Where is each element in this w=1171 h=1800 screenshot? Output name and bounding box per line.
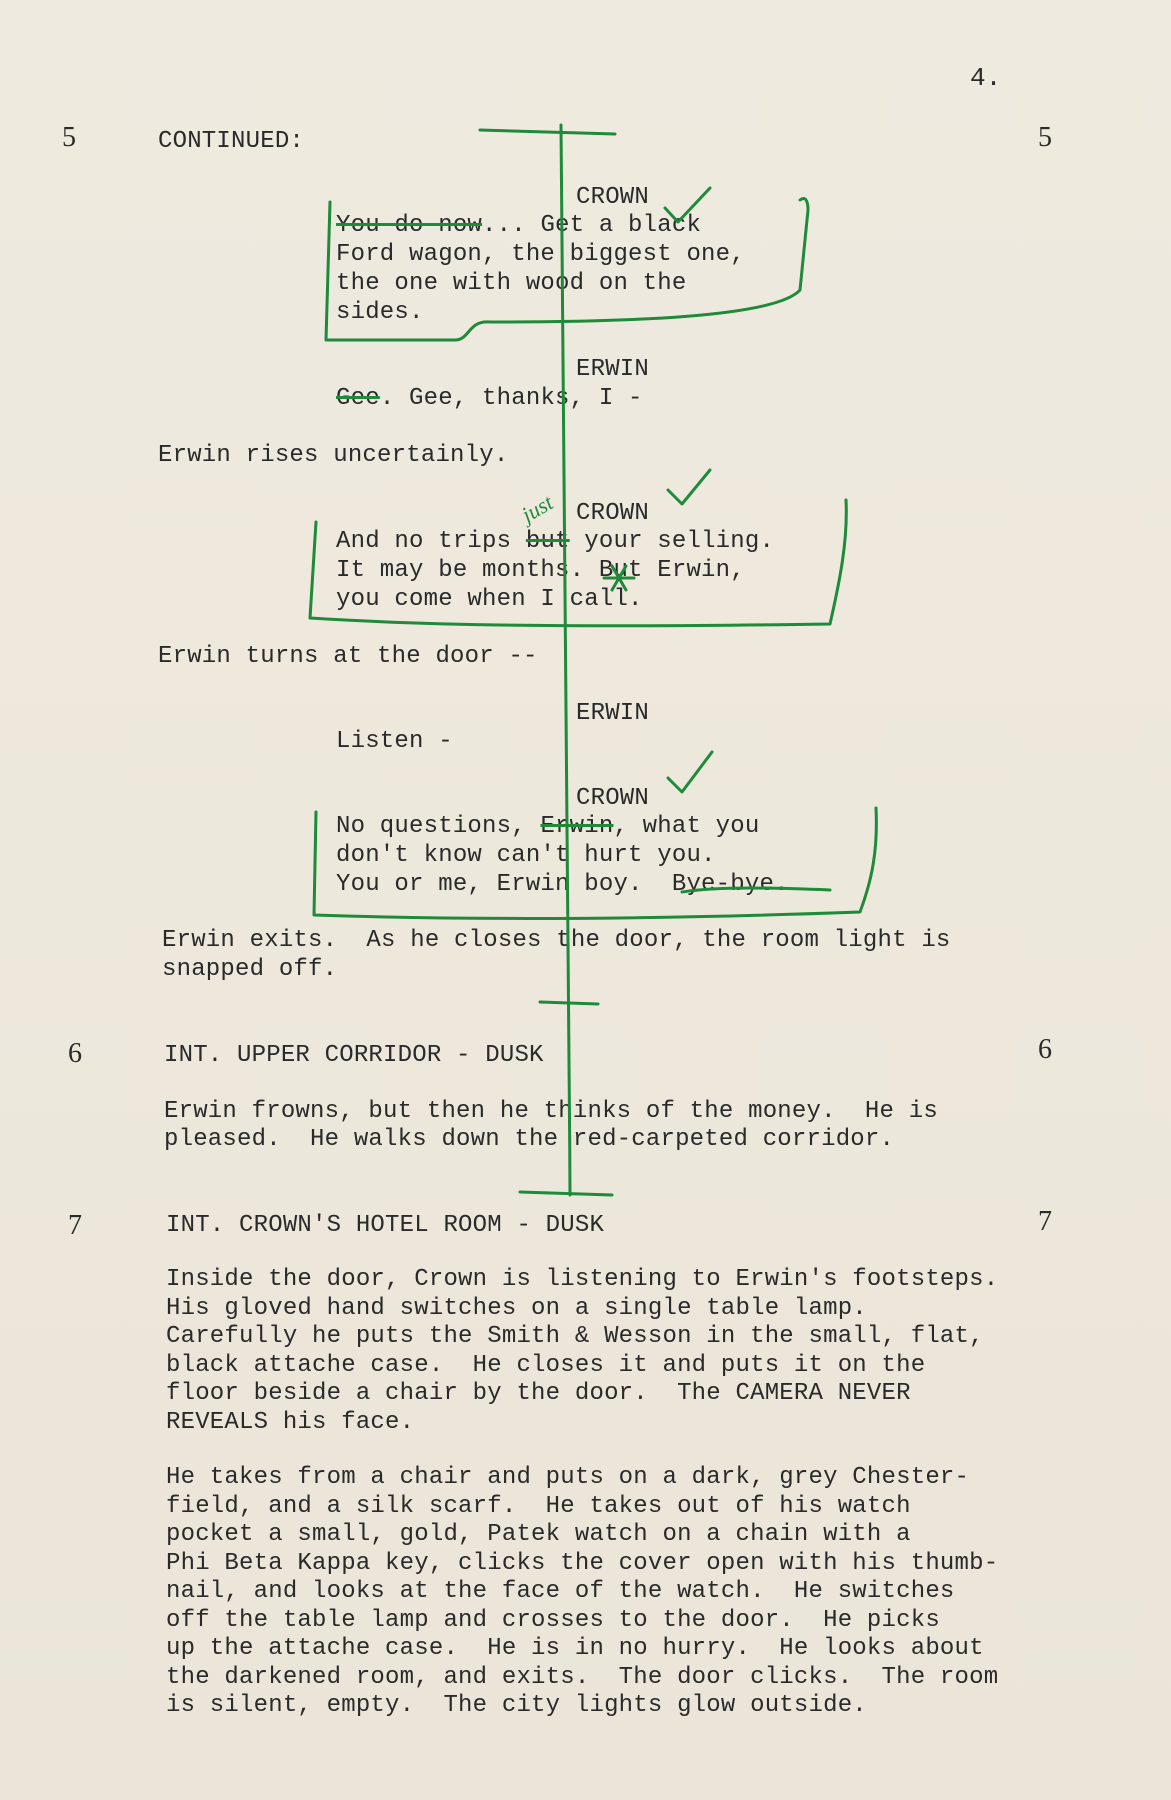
action-line: nail, and looks at the face of the watch. He switches [166,1578,955,1605]
check-crown-3 [668,752,712,792]
action-line: pleased. He walks down the red-carpeted corridor. [164,1126,895,1153]
action-line: Carefully he puts the Smith & Wesson in the small, flat, [166,1323,984,1350]
action-line: REVEALS his face. [166,1408,415,1436]
check-crown-2 [668,470,710,504]
page-number: 4. [970,63,1002,93]
action-line: black attache case. He closes it and puts it on the [166,1351,926,1379]
action-line: Erwin turns at the door -- [158,643,538,670]
character-cue-crown: CROWN [576,500,650,527]
scene-number-left: 7 [68,1210,83,1241]
action-line: He takes from a chair and puts on a dark, grey Chester- [166,1464,970,1491]
struck-text: but [525,528,570,555]
dialogue-text: No questions, [336,813,541,840]
action-line: His gloved hand switches on a single table lamp. [166,1294,867,1322]
dialogue-line: don't know can't hurt you. [336,842,716,869]
scene-heading: INT. UPPER CORRIDOR - DUSK [164,1042,544,1069]
struck-text: You do now [336,212,483,239]
scene-number-right: 6 [1038,1034,1053,1065]
dialogue-line [336,385,643,414]
action-line: Erwin rises uncertainly. [158,442,509,469]
action-line: Inside the door, Crown is listening to Erwin's footsteps. [166,1266,999,1293]
dialogue-text: And no trips [336,528,526,555]
action-line: Erwin exits. As he closes the door, the room light is [162,927,951,954]
dialogue-line [336,212,701,241]
dialogue-text: , what you [613,813,760,840]
struck-text: Erwin [540,813,614,840]
action-line: snapped off. [162,956,338,983]
action-line: off the table lamp and crosses to the door. He picks [166,1606,940,1634]
action-line: the darkened room, and exits. The door clicks. The room [166,1663,999,1691]
character-cue-crown: CROWN [576,184,650,211]
action-line: floor beside a chair by the door. The CAMERA NEVER [166,1380,911,1407]
dialogue-line: You or me, Erwin boy. Bye-bye. [336,871,789,898]
handwritten-insert-just: just [517,489,558,528]
scene-number-left: 6 [68,1038,83,1069]
dialogue-line: the one with wood on the [336,270,687,297]
action-line: field, and a silk scarf. He takes out of his watch [166,1492,911,1520]
scene-number-right: 7 [1038,1206,1053,1237]
dialogue-line: It may be months. But Erwin, [336,557,745,584]
action-paragraph [166,1464,998,1721]
action-line: pocket a small, gold, Patek watch on a chain with a [166,1521,911,1548]
dialogue-text: . Gee, thanks, I - [379,385,643,412]
scene-heading: INT. CROWN'S HOTEL ROOM - DUSK [166,1212,605,1239]
dialogue-line: you come when I call. [336,586,643,613]
action-line: is silent, empty. The city lights glow outside. [166,1692,867,1719]
dialogue-line [336,528,774,557]
mid-pen-crossbar [540,1002,598,1004]
dialogue-line [336,813,759,842]
dialogue-line: sides. [336,299,424,326]
action-line: Phi Beta Kappa key, clicks the cover open with his thumb- [166,1549,999,1577]
character-cue-erwin: ERWIN [576,356,650,383]
struck-text: Gee [336,385,380,412]
action-line: up the attache case. He is in no hurry. He looks about [166,1635,984,1662]
scene-number-left: 5 [62,122,77,153]
scene-number-right: 5 [1038,122,1053,153]
dialogue-text: ... Get a black [482,212,702,239]
action-line: Erwin frowns, but then he thinks of the money. He is [164,1098,938,1125]
character-cue-crown: CROWN [576,785,650,812]
top-pen-crossbar [480,130,615,134]
character-cue-erwin: ERWIN [576,700,650,727]
dialogue-line: Listen - [336,728,453,755]
action-paragraph [166,1266,998,1437]
bottom-pen-crossbar [520,1192,612,1195]
dialogue-line: Ford wagon, the biggest one, [336,241,745,268]
dialogue-text: your selling. [569,528,775,555]
continued-label: CONTINUED: [158,128,305,155]
